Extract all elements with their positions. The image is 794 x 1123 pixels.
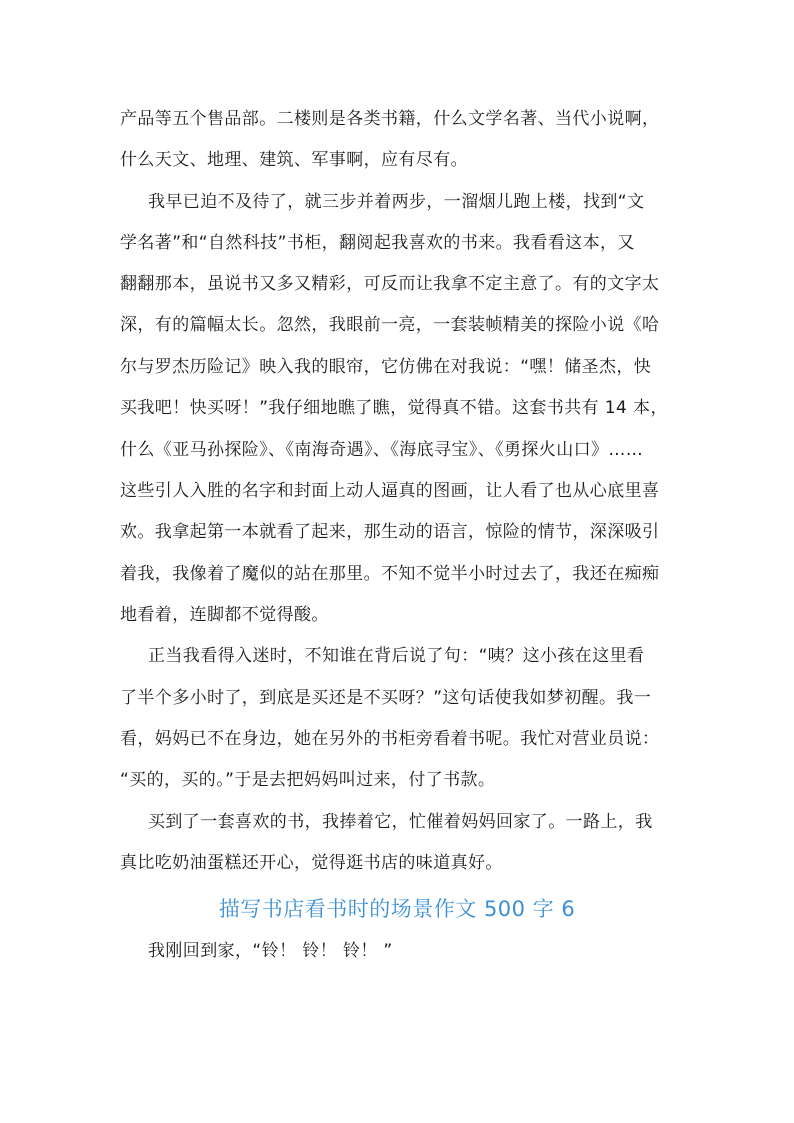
text-line: 翻翻那本，虽说书又多又精彩，可反而让我拿不定主意了。有的文字太 (120, 274, 660, 294)
text-line: “买的，买的。”于是去把妈妈叫过来，付了书款。 (120, 770, 496, 790)
paragraph-start-line: 我刚回到家，“铃！ 铃！ 铃！ ” (148, 941, 393, 961)
paragraph-start-line: 我早已迫不及待了，就三步并着两步，一溜烟儿跑上楼，找到“文 (148, 192, 645, 212)
text-line: 什么《亚马孙探险》、《南海奇遇》、《海底寻宝》、《勇探火山口》…… (120, 440, 644, 460)
text-line: 这些引人入胜的名字和封面上动人逼真的图画，让人看了也从心底里喜 (120, 481, 660, 501)
text-line: 买我吧！快买呀！”我仔细地瞧了瞧，觉得真不错。这套书共有 14 本， (120, 398, 668, 418)
text-line: 产品等五个售品部。二楼则是各类书籍，什么文学名著、当代小说啊， (120, 109, 660, 129)
text-line: 深，有的篇幅太长。忽然，我眼前一亮，一套装帧精美的探险小说《哈 (120, 315, 660, 335)
text-line: 着我，我像着了魔似的站在那里。不知不觉半小时过去了，我还在痴痴 (120, 564, 660, 584)
text-line: 看，妈妈已不在身边，她在另外的书柜旁看着书呢。我忙对营业员说： (120, 729, 660, 749)
section-heading: 描写书店看书时的场景作文 500 字 6 (218, 897, 576, 921)
text-line: 欢。我拿起第一本就看了起来，那生动的语言，惊险的情节，深深吸引 (120, 522, 660, 542)
text-line: 真比吃奶油蛋糕还开心，觉得逛书店的味道真好。 (120, 853, 503, 873)
text-line: 学名著”和“自然科技”书柜，翻阅起我喜欢的书来。我看看这本，又 (120, 233, 635, 253)
paragraph-start-line: 买到了一套喜欢的书，我捧着它，忙催着妈妈回家了。一路上，我 (148, 812, 653, 832)
text-line: 地看着，连脚都不觉得酸。 (120, 605, 329, 625)
text-line: 了半个多小时了，到底是买还是不买呀？”这句话使我如梦初醒。我一 (120, 688, 652, 708)
paragraph-start-line: 正当我看得入迷时，不知谁在背后说了句：“咦？这小孩在这里看 (148, 646, 645, 666)
text-line: 尔与罗杰历险记》映入我的眼帘，它仿佛在对我说：“嘿！储圣杰，快 (120, 357, 652, 377)
text-line: 什么天文、地理、建筑、军事啊，应有尽有。 (120, 150, 468, 170)
